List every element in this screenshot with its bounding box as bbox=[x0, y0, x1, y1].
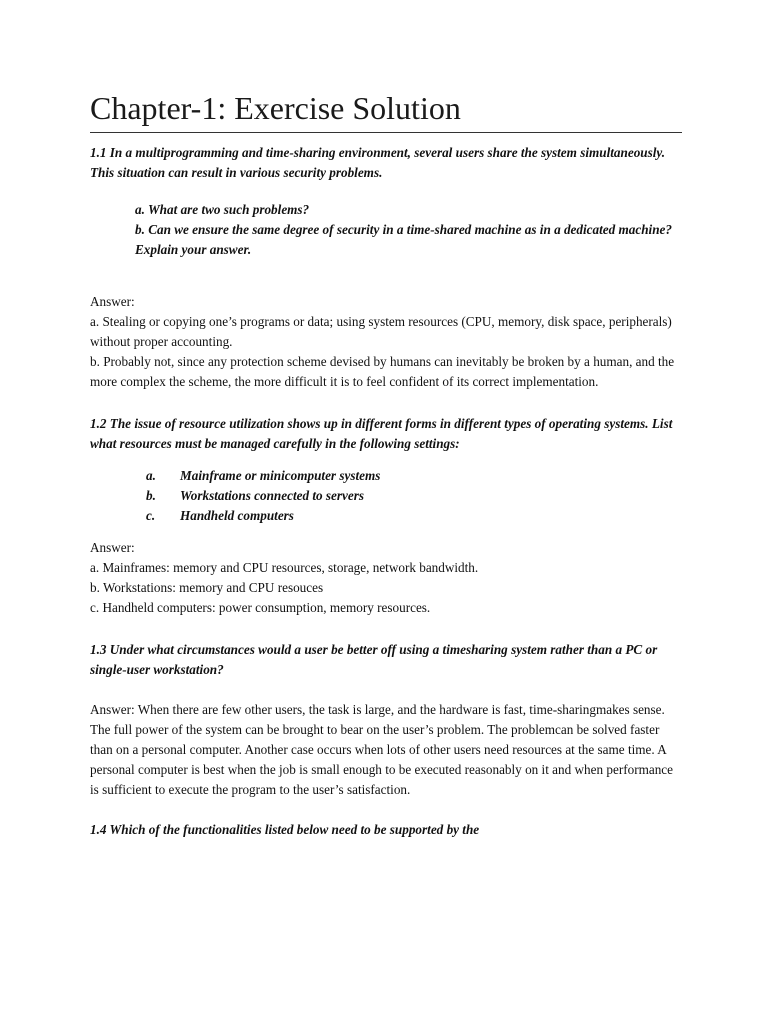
answer-label-1-2: Answer: bbox=[90, 540, 135, 555]
question-1-2: 1.2 The issue of resource utilization shows up in different forms in different types of operating systems. List what resources must be managed carefully in the following settings: bbox=[90, 416, 673, 451]
question-1-2-list bbox=[90, 466, 682, 526]
question-1-4: 1.4 Which of the functionalities listed below need to be supported by the bbox=[90, 822, 480, 837]
page-title: Chapter-1: Exercise Solution bbox=[90, 90, 461, 126]
list-item bbox=[146, 486, 682, 506]
list-item-marker: b. bbox=[146, 488, 156, 503]
question-1-1-subparts bbox=[90, 200, 682, 260]
list-item-text: Mainframe or minicomputer systems bbox=[180, 468, 381, 483]
question-1-1: 1.1 In a multiprogramming and time-sharing environment, several users share the system simultaneously. This situation can result in various security problems. bbox=[90, 145, 666, 180]
answer-1-2-b: b. Workstations: memory and CPU resouces bbox=[90, 580, 324, 595]
question-1-3: 1.3 Under what circumstances would a user be better off using a timesharing system rather than a PC or single-user workstation? bbox=[90, 642, 658, 677]
answer-1-2-a: a. Mainframes: memory and CPU resources, storage, network bandwidth. bbox=[90, 560, 479, 575]
question-1-1-sub-a: a. What are two such problems? bbox=[135, 202, 310, 217]
list-item-marker: c. bbox=[146, 508, 156, 523]
list-item bbox=[146, 466, 682, 486]
answer-1-1-b: b. Probably not, since any protection scheme devised by humans can inevitably be broken by a human, and the more complex the scheme, the more difficult it is to feel confident of its correct implementation. bbox=[90, 354, 675, 389]
list-item bbox=[146, 506, 682, 526]
answer-1-1-a: a. Stealing or copying one’s programs or data; using system resources (CPU, memory, disk space, peripherals) without proper accounting. bbox=[90, 314, 672, 349]
question-1-1-sub-b: b. Can we ensure the same degree of security in a time-shared machine as in a dedicated machine? Explain your answer. bbox=[135, 222, 673, 257]
list-item-marker: a. bbox=[146, 468, 156, 483]
answer-label-1-1: Answer: bbox=[90, 294, 135, 309]
title-rule bbox=[90, 132, 682, 133]
answer-1-2-c: c. Handheld computers: power consumption, memory resources. bbox=[90, 600, 431, 615]
document-page bbox=[90, 88, 682, 840]
list-item-text: Workstations connected to servers bbox=[180, 488, 365, 503]
list-item-text: Handheld computers bbox=[180, 508, 294, 523]
answer-1-3: Answer: When there are few other users, the task is large, and the hardware is fast, time-sharingmakes sense. The full power of the system can be brought to bear on the user’s problem. The problemcan be solved faster than on a personal computer. Another case occurs when lots of other users need resources at the same time. A personal computer is best when the job is small enough to be executed reasonably on it and when performance is sufficient to execute the program to the user’s satisfaction. bbox=[90, 702, 674, 797]
